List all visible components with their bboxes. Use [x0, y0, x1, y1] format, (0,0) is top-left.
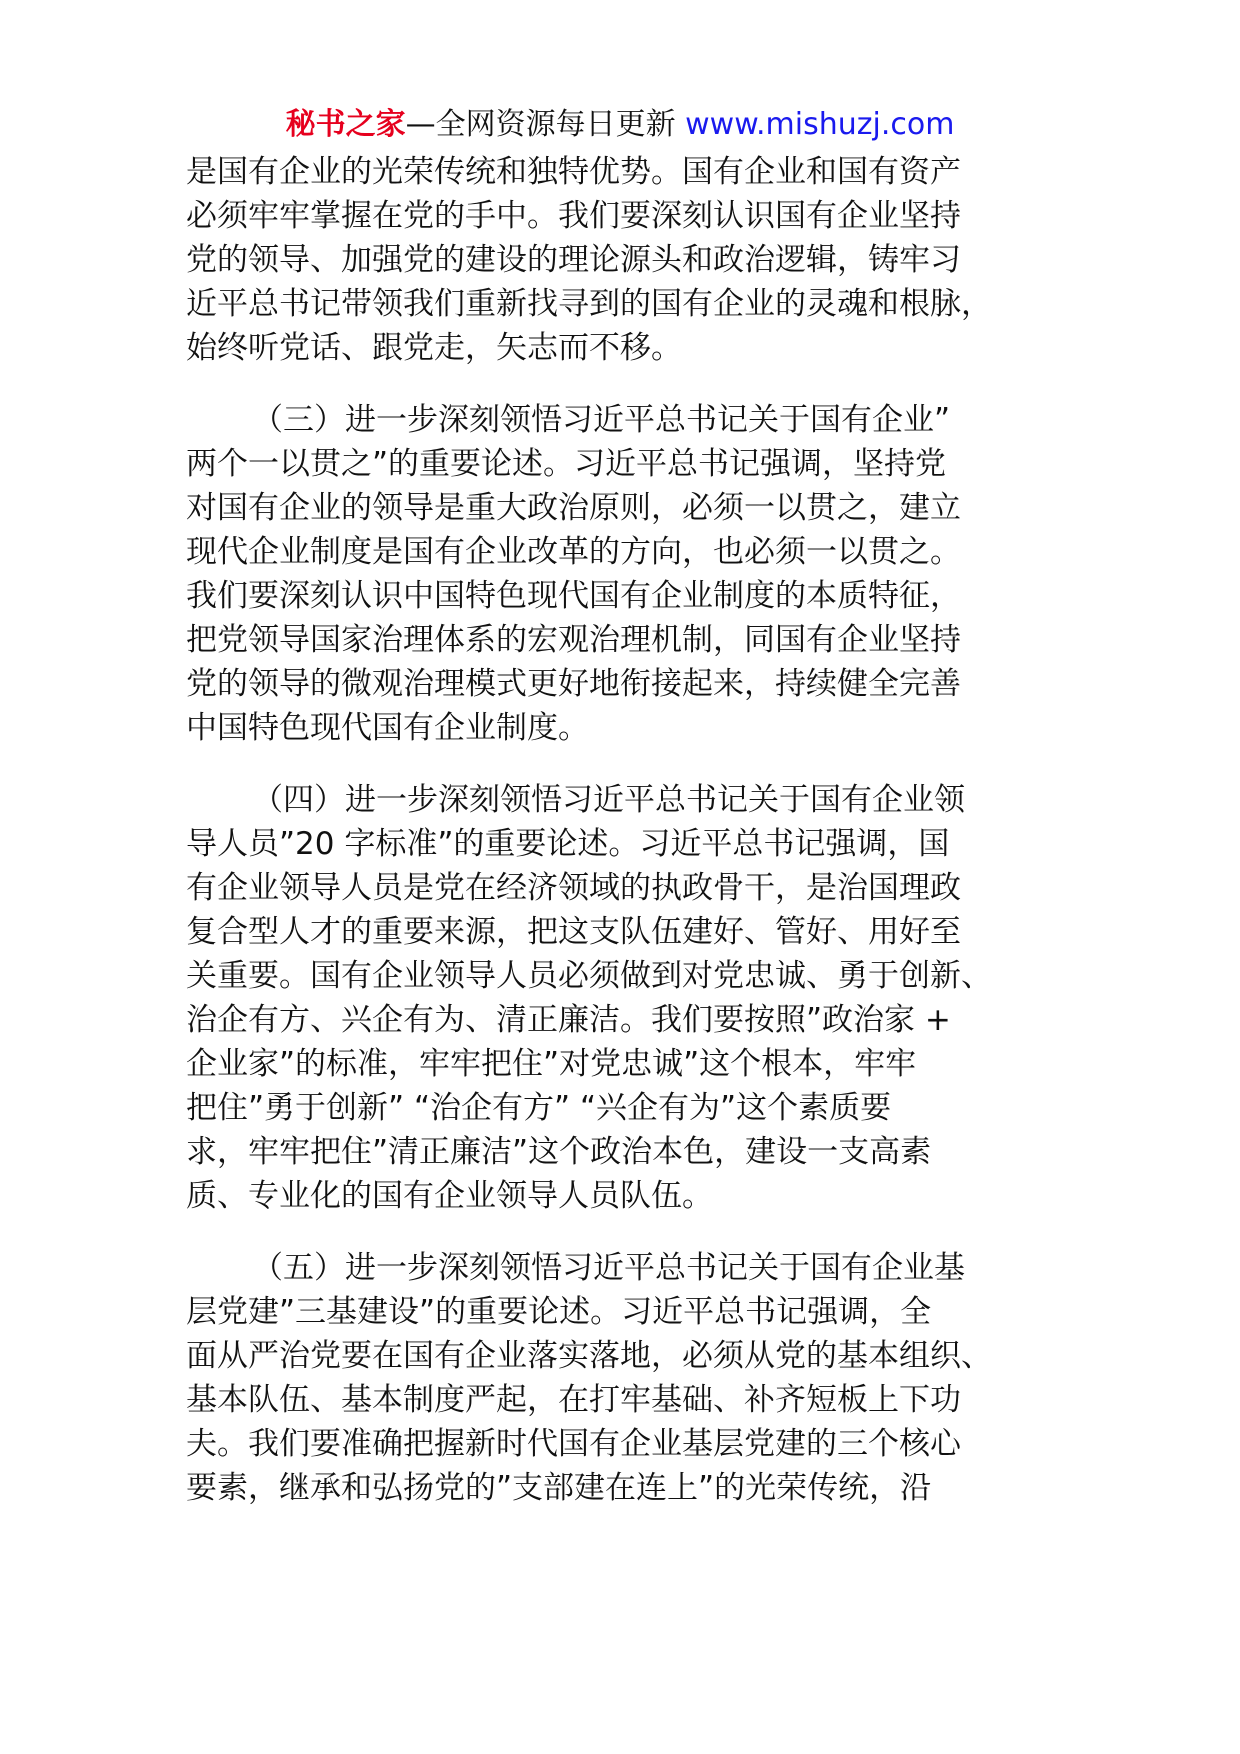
paragraph-section-4 — [186, 778, 1066, 1218]
paragraph-section-5 — [186, 1246, 1066, 1510]
text-line: 基本队伍、基本制度严起，在打牢基础、补齐短板上下功 — [186, 1382, 961, 1418]
text-line: 面从严治党要在国有企业落实落地，必须从党的基本组织、 — [186, 1338, 992, 1374]
text-line: 对国有企业的领导是重大政治原则，必须一以贯之，建立 — [186, 490, 961, 526]
text-line: （四）进一步深刻领悟习近平总书记关于国有企业领 — [252, 782, 965, 818]
paragraph-continuation — [186, 150, 1066, 370]
text-line: 层党建”三基建设”的重要论述。习近平总书记强调，全 — [186, 1294, 932, 1330]
text-line: 关重要。国有企业领导人员必须做到对党忠诚、勇于创新、 — [186, 958, 992, 994]
text-line: （三）进一步深刻领悟习近平总书记关于国有企业” — [252, 402, 951, 438]
text-line: 把党领导国家治理体系的宏观治理机制，同国有企业坚持 — [186, 622, 961, 658]
header-tagline: —全网资源每日更新 — [405, 107, 676, 142]
text-line: 党的领导的微观治理模式更好地衔接起来，持续健全完善 — [186, 666, 961, 702]
page-header — [0, 104, 1240, 146]
text-line: 求，牢牢把住”清正廉洁”这个政治本色，建设一支高素 — [186, 1134, 932, 1170]
text-line: 夫。我们要准确把握新时代国有企业基层党建的三个核心 — [186, 1426, 961, 1462]
text-line: 现代企业制度是国有企业改革的方向，也必须一以贯之。 — [186, 534, 961, 570]
text-line: 企业家”的标准，牢牢把住”对党忠诚”这个根本，牢牢 — [186, 1046, 917, 1082]
header-url-link[interactable]: www.mishuzj.com — [685, 107, 955, 142]
text-line: 我们要深刻认识中国特色现代国有企业制度的本质特征， — [186, 578, 961, 614]
header-brand: 秘书之家 — [285, 107, 406, 142]
text-line: 是国有企业的光荣传统和独特优势。国有企业和国有资产 — [186, 154, 961, 190]
text-line: 两个一以贯之”的重要论述。习近平总书记强调，坚持党 — [186, 446, 947, 482]
text-line: 必须牢牢掌握在党的手中。我们要深刻认识国有企业坚持 — [186, 198, 961, 234]
document-body — [186, 150, 1066, 1510]
text-line: 把住”勇于创新” “治企有方” “兴企有为”这个素质要 — [186, 1090, 892, 1126]
text-line: 复合型人才的重要来源，把这支队伍建好、管好、用好至 — [186, 914, 961, 950]
text-line: 要素，继承和弘扬党的”支部建在连上”的光荣传统，沿 — [186, 1470, 932, 1506]
paragraph-section-3 — [186, 398, 1066, 750]
text-line: （五）进一步深刻领悟习近平总书记关于国有企业基 — [252, 1250, 965, 1286]
text-line: 中国特色现代国有企业制度。 — [186, 710, 589, 746]
text-line: 近平总书记带领我们重新找寻到的国有企业的灵魂和根脉， — [186, 286, 992, 322]
text-line: 导人员”20 字标准”的重要论述。习近平总书记强调，国 — [186, 826, 950, 862]
text-line: 治企有方、兴企有为、清正廉洁。我们要按照”政治家 + — [186, 1002, 951, 1038]
text-line: 始终听党话、跟党走，矢志而不移。 — [186, 330, 682, 366]
text-line: 党的领导、加强党的建设的理论源头和政治逻辑，铸牢习 — [186, 242, 961, 278]
text-line: 质、专业化的国有企业领导人员队伍。 — [186, 1178, 713, 1214]
text-line: 有企业领导人员是党在经济领域的执政骨干，是治国理政 — [186, 870, 961, 906]
